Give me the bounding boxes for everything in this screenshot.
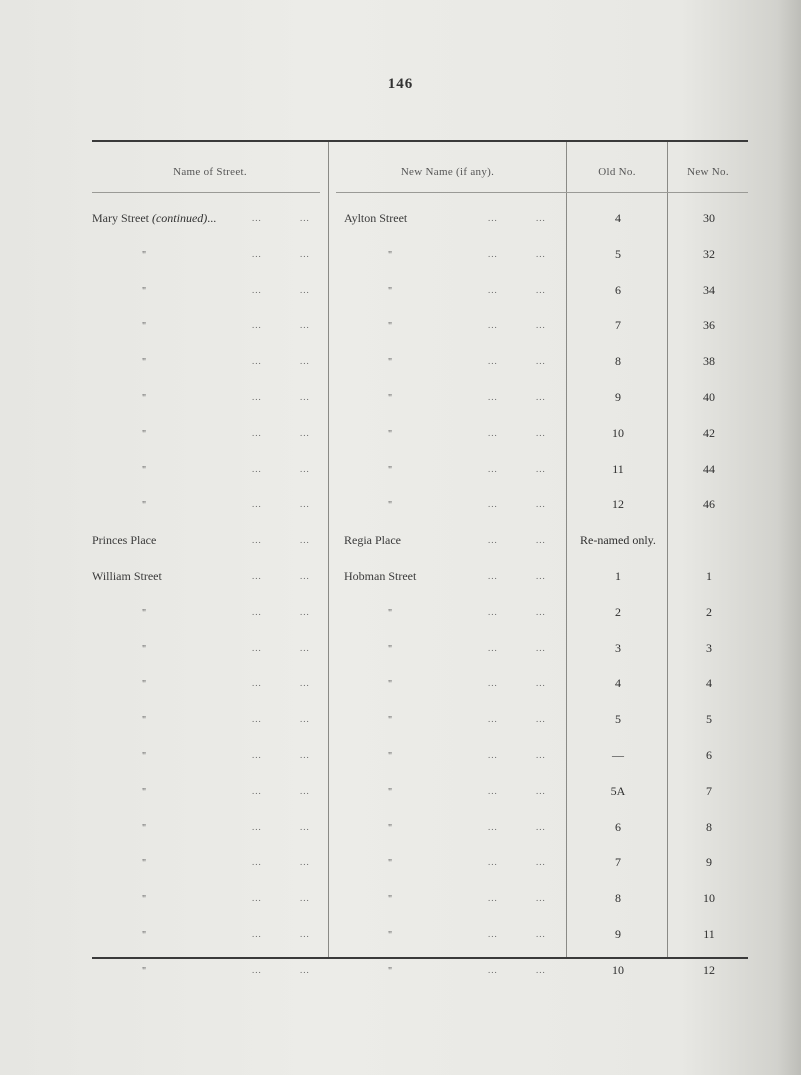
old-number-cell: 6 xyxy=(615,819,621,834)
new-name-cell xyxy=(342,773,564,809)
leader-dots: ... xyxy=(300,356,310,367)
street-ditto-mark: " xyxy=(142,643,147,655)
street-cell xyxy=(92,594,328,630)
new-number-cell: 4 xyxy=(706,676,712,691)
leader-dots: ... xyxy=(536,893,546,904)
leader-dots: ... xyxy=(488,284,498,295)
street-ditto-mark: " xyxy=(142,715,147,727)
old-number-cell: 9 xyxy=(615,927,621,941)
old-number-cell: 8 xyxy=(615,891,621,906)
table-row xyxy=(92,451,748,487)
street-ditto-mark: " xyxy=(142,321,147,333)
old-number-cell: 3 xyxy=(615,640,621,655)
leader-dots: ... xyxy=(252,571,262,581)
old-number-cell: 8 xyxy=(615,354,621,369)
leader-dots: ... xyxy=(252,750,262,760)
old-number-cell: 4 xyxy=(615,676,621,691)
table-bottom-rule xyxy=(92,957,748,959)
leader-dots: ... xyxy=(488,857,498,868)
street-ditto-mark: " xyxy=(142,285,147,297)
table-row xyxy=(92,880,748,916)
leader-dots: ... xyxy=(536,499,546,510)
leader-dots: ... xyxy=(252,463,262,474)
leader-dots: ... xyxy=(300,785,310,796)
old-number-cell: 7 xyxy=(615,855,621,870)
street-ditto-mark: " xyxy=(142,607,147,619)
table-row xyxy=(92,379,748,415)
table-row xyxy=(92,701,748,737)
leader-dots: ... xyxy=(300,284,310,295)
leader-dots: ... xyxy=(536,356,546,367)
header-new-no: New No. xyxy=(687,166,729,178)
leader-dots: ... xyxy=(300,821,310,832)
leader-dots: ... xyxy=(488,750,498,760)
leader-dots: ... xyxy=(488,499,498,510)
old-number-cell: — xyxy=(612,748,624,762)
street-ditto-mark: " xyxy=(142,751,147,762)
old-number-cell: 9 xyxy=(615,390,621,404)
leader-dots: ... xyxy=(536,785,546,796)
street-note: (continued) xyxy=(151,211,208,225)
new-number-cell: 44 xyxy=(703,461,715,476)
leader-dots: ... xyxy=(488,248,498,259)
table-row xyxy=(92,809,748,845)
leader-dots: ... xyxy=(252,427,262,438)
leader-dots: ... xyxy=(536,642,546,653)
table-top-rule xyxy=(92,140,748,142)
new-name-cell xyxy=(342,415,564,451)
table-row xyxy=(92,773,748,809)
leader-dots: ... xyxy=(488,392,498,402)
leader-dots: ... xyxy=(252,248,262,259)
leader-dots: ... xyxy=(536,678,546,689)
leader-dots: ... xyxy=(488,964,498,975)
leader-dots: ... xyxy=(300,714,310,725)
street-ditto-mark: " xyxy=(142,858,147,870)
old-number-cell: 1 xyxy=(615,569,621,583)
leader-dots: ... xyxy=(300,499,310,510)
table-row xyxy=(92,630,748,666)
table-row xyxy=(92,916,748,952)
leader-dots: ... xyxy=(488,463,498,474)
leader-dots: ... xyxy=(488,785,498,796)
old-number-cell: 5A xyxy=(610,783,626,798)
new-name-cell xyxy=(342,379,564,415)
leader-dots: ... xyxy=(252,499,262,510)
leader-dots: ... xyxy=(300,248,310,259)
new-name-ditto-mark: " xyxy=(388,500,393,512)
table-row xyxy=(92,737,748,773)
leader-dots: ... xyxy=(300,535,310,546)
leader-dots: ... xyxy=(536,750,546,760)
old-number-cell: 12 xyxy=(612,497,624,512)
leader-dots: ... xyxy=(488,571,498,581)
leader-dots: ... xyxy=(536,929,546,939)
new-number-cell: 9 xyxy=(706,855,712,870)
leader-dots: ... xyxy=(488,893,498,904)
renamed-only-note: Re-named only. xyxy=(580,533,656,548)
header-underline-street xyxy=(92,192,320,193)
street-cell xyxy=(92,200,328,236)
new-name-cell xyxy=(342,558,564,594)
street-ditto-mark: " xyxy=(142,393,147,404)
new-number-cell: 8 xyxy=(706,819,712,834)
leader-dots: ... xyxy=(300,678,310,689)
leader-dots: ... xyxy=(536,213,546,223)
street-cell xyxy=(92,272,328,308)
leader-dots: ... xyxy=(252,714,262,725)
table-row xyxy=(92,486,748,522)
table-row xyxy=(92,522,748,558)
street-name: William Street xyxy=(92,569,162,583)
new-number-cell: 32 xyxy=(703,246,715,261)
new-street-name: Regia Place xyxy=(344,533,401,548)
new-name-cell xyxy=(342,486,564,522)
leader-dots: ... xyxy=(300,964,310,975)
new-name-ditto-mark: " xyxy=(388,607,393,619)
street-ditto-mark: " xyxy=(142,965,147,977)
old-number-cell: 6 xyxy=(615,282,621,297)
leader-dots: ... xyxy=(488,642,498,653)
leader-dots: ... xyxy=(536,427,546,438)
leader-dots: ... xyxy=(300,571,310,581)
street-cell xyxy=(92,665,328,701)
new-name-cell xyxy=(342,880,564,916)
header-street: Name of Street. xyxy=(173,166,247,178)
leader-dots: ... xyxy=(252,857,262,868)
leader-dots: ... xyxy=(252,893,262,904)
street-name: Princes Place xyxy=(92,533,157,548)
table-row xyxy=(92,415,748,451)
leader-dots: ... xyxy=(488,427,498,438)
page-number: 146 xyxy=(387,76,414,92)
leader-dots: ... xyxy=(252,964,262,975)
new-name-ditto-mark: " xyxy=(388,464,393,476)
new-number-cell: 2 xyxy=(706,604,712,619)
street-cell xyxy=(92,844,328,880)
street-cell xyxy=(92,809,328,845)
leader-dots: ... xyxy=(252,392,262,402)
new-number-cell: 1 xyxy=(706,569,712,583)
new-name-cell xyxy=(342,809,564,845)
street-cell xyxy=(92,701,328,737)
new-name-ditto-mark: " xyxy=(388,643,393,655)
leader-dots: ... xyxy=(300,893,310,904)
leader-dots: ... xyxy=(300,213,310,223)
new-name-ditto-mark: " xyxy=(388,428,393,440)
new-name-cell xyxy=(342,522,564,558)
new-name-ditto-mark: " xyxy=(388,321,393,333)
leader-dots: ... xyxy=(488,606,498,617)
street-ditto-mark: " xyxy=(142,500,147,512)
leader-dots: ... xyxy=(536,821,546,832)
leader-dots: ... xyxy=(252,929,262,939)
table-row xyxy=(92,307,748,343)
new-name-cell xyxy=(342,844,564,880)
new-number-cell: 38 xyxy=(703,354,715,369)
leader-dots: ... xyxy=(252,678,262,689)
leader-dots: ... xyxy=(252,785,262,796)
leader-dots: ... xyxy=(536,571,546,581)
street-ditto-mark: " xyxy=(142,679,147,691)
leader-dots: ... xyxy=(488,213,498,223)
leader-dots: ... xyxy=(300,929,310,939)
leader-dots: ... xyxy=(536,964,546,975)
table-row xyxy=(92,844,748,880)
new-number-cell: 36 xyxy=(703,318,715,333)
street-ditto-mark: " xyxy=(142,464,147,476)
street-ditto-mark: " xyxy=(142,249,147,261)
new-name-cell xyxy=(342,630,564,666)
street-name: Mary Street xyxy=(92,211,149,225)
new-number-cell: 11 xyxy=(703,927,715,941)
new-name-ditto-mark: " xyxy=(388,930,393,941)
street-cell xyxy=(92,343,328,379)
new-name-ditto-mark: " xyxy=(388,822,393,834)
old-number-cell: 7 xyxy=(615,318,621,333)
table-row xyxy=(92,272,748,308)
leader-dots: ... xyxy=(300,463,310,474)
new-name-ditto-mark: " xyxy=(388,715,393,727)
new-number-cell: 42 xyxy=(703,425,715,440)
new-name-ditto-mark: " xyxy=(388,751,393,762)
leader-dots: ... xyxy=(488,821,498,832)
street-ditto-mark: " xyxy=(142,894,147,906)
leader-dots: ... xyxy=(488,356,498,367)
new-number-cell: 30 xyxy=(703,211,715,225)
new-name-ditto-mark: " xyxy=(388,965,393,977)
leader-dots: ... xyxy=(252,535,262,546)
street-renaming-table xyxy=(92,140,748,977)
table-row xyxy=(92,236,748,272)
new-street-name: Aylton Street xyxy=(344,211,408,225)
new-name-cell xyxy=(342,307,564,343)
street-cell xyxy=(92,415,328,451)
header-underline-rest xyxy=(336,192,748,193)
new-name-cell xyxy=(342,916,564,952)
street-cell xyxy=(92,880,328,916)
new-number-cell: 34 xyxy=(703,282,715,297)
leader-dots: ... xyxy=(300,606,310,617)
leader-dots: ... xyxy=(536,248,546,259)
leader-dots: ... xyxy=(488,678,498,689)
table-row xyxy=(92,200,748,236)
table-row xyxy=(92,665,748,701)
leader-dots: ... xyxy=(488,929,498,939)
street-cell xyxy=(92,737,328,773)
leader-dots: ... xyxy=(252,356,262,367)
leader-dots: ... xyxy=(300,320,310,331)
old-number-cell: 4 xyxy=(615,211,621,225)
leader-dots: ... xyxy=(488,535,498,546)
old-number-cell: 5 xyxy=(615,246,621,261)
leader-dots: ... xyxy=(536,606,546,617)
new-name-cell xyxy=(342,451,564,487)
leader-dots: ... xyxy=(488,714,498,725)
new-name-ditto-mark: " xyxy=(388,679,393,691)
leader-dots: ... xyxy=(536,463,546,474)
new-name-cell xyxy=(342,737,564,773)
new-name-cell xyxy=(342,343,564,379)
new-number-cell: 3 xyxy=(706,640,712,655)
street-cell xyxy=(92,486,328,522)
leader-dots: ... xyxy=(300,392,310,402)
new-name-cell xyxy=(342,701,564,737)
header-old-no: Old No. xyxy=(598,166,636,178)
new-name-ditto-mark: " xyxy=(388,858,393,870)
old-number-cell: 10 xyxy=(612,425,624,440)
new-number-cell: 40 xyxy=(703,390,715,404)
street-cell xyxy=(92,773,328,809)
leader-dots: ... xyxy=(300,750,310,760)
street-cell xyxy=(92,916,328,952)
new-name-ditto-mark: " xyxy=(388,786,393,798)
leader-dots: ... xyxy=(252,606,262,617)
leader-dots: ... xyxy=(536,714,546,725)
street-cell xyxy=(92,522,328,558)
leader-dots: ... xyxy=(488,320,498,331)
new-number-cell: 5 xyxy=(706,712,712,727)
street-cell xyxy=(92,236,328,272)
street-cell xyxy=(92,630,328,666)
leader-dots: ... xyxy=(252,320,262,331)
table-row xyxy=(92,594,748,630)
leader-dots: ... xyxy=(252,284,262,295)
street-cell xyxy=(92,379,328,415)
new-number-cell: 6 xyxy=(706,748,712,762)
new-street-name: Hobman Street xyxy=(344,569,417,583)
table-row xyxy=(92,558,748,594)
new-number-cell: 7 xyxy=(706,783,712,798)
new-number-cell: 12 xyxy=(703,962,715,977)
street-ditto-mark: " xyxy=(142,357,147,369)
street-ditto-mark: " xyxy=(142,786,147,798)
old-number-cell: 2 xyxy=(615,604,621,619)
old-number-cell: 5 xyxy=(615,712,621,727)
street-cell xyxy=(92,558,328,594)
street-note-dots: ... xyxy=(207,211,217,225)
new-number-cell: 46 xyxy=(703,497,715,512)
new-name-ditto-mark: " xyxy=(388,285,393,297)
new-name-cell xyxy=(342,272,564,308)
leader-dots: ... xyxy=(300,427,310,438)
leader-dots: ... xyxy=(300,642,310,653)
new-number-cell: 10 xyxy=(703,891,715,906)
new-name-ditto-mark: " xyxy=(388,393,393,404)
leader-dots: ... xyxy=(536,857,546,868)
table-row xyxy=(92,343,748,379)
old-number-cell: 10 xyxy=(612,962,624,977)
leader-dots: ... xyxy=(252,821,262,832)
new-name-cell xyxy=(342,236,564,272)
leader-dots: ... xyxy=(536,535,546,546)
new-name-ditto-mark: " xyxy=(388,249,393,261)
new-name-ditto-mark: " xyxy=(388,894,393,906)
street-ditto-mark: " xyxy=(142,428,147,440)
street-cell xyxy=(92,451,328,487)
street-cell xyxy=(92,307,328,343)
leader-dots: ... xyxy=(252,642,262,653)
street-ditto-mark: " xyxy=(142,930,147,941)
old-number-cell: 11 xyxy=(612,461,624,476)
street-ditto-mark: " xyxy=(142,822,147,834)
new-name-ditto-mark: " xyxy=(388,357,393,369)
leader-dots: ... xyxy=(252,213,262,223)
new-name-cell xyxy=(342,594,564,630)
leader-dots: ... xyxy=(536,392,546,402)
leader-dots: ... xyxy=(536,320,546,331)
header-new-name: New Name (if any). xyxy=(400,166,495,178)
new-name-cell xyxy=(342,665,564,701)
leader-dots: ... xyxy=(536,284,546,295)
new-name-cell xyxy=(342,200,564,236)
leader-dots: ... xyxy=(300,857,310,868)
